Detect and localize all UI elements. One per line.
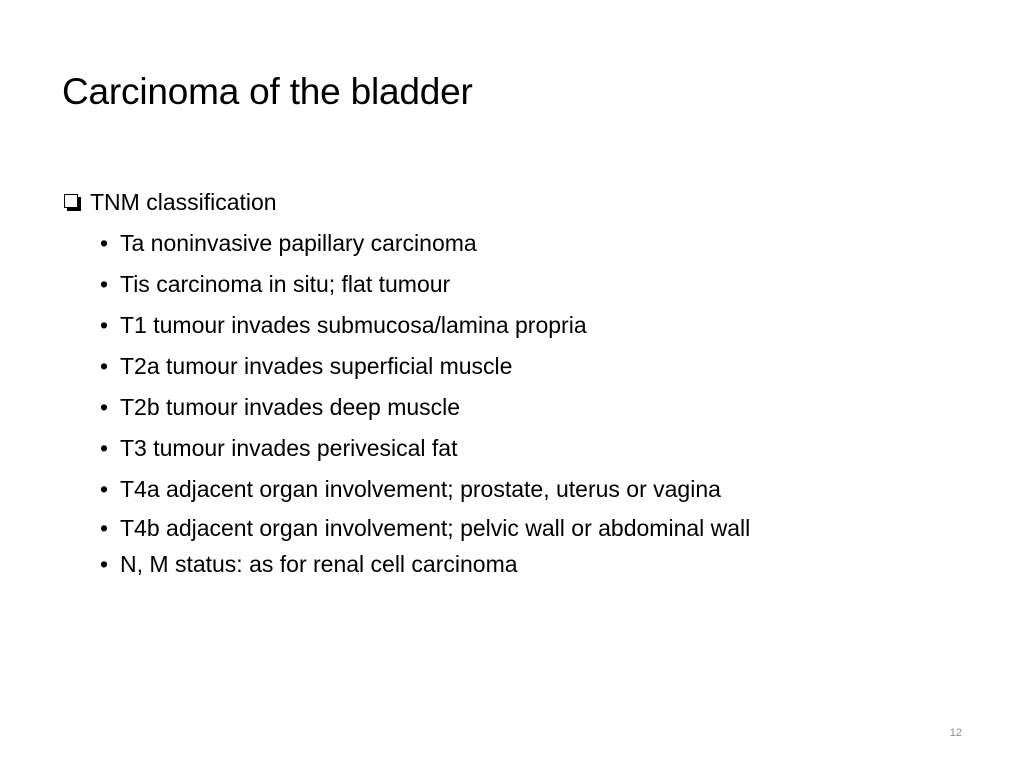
list-item-text: T4a adjacent organ involvement; prostate, uterus or vagina <box>120 476 721 502</box>
bullet-icon: • <box>100 353 109 379</box>
list-item <box>100 549 962 579</box>
checkbox-icon <box>64 194 80 210</box>
slide-title: Carcinoma of the bladder <box>62 71 473 112</box>
bullet-icon: • <box>100 476 109 502</box>
list-item <box>100 228 962 258</box>
section-heading-label: TNM classification <box>90 189 277 215</box>
list-item <box>100 392 962 422</box>
bullet-icon: • <box>100 394 109 420</box>
list-item <box>100 310 962 340</box>
bullet-icon: • <box>100 230 109 256</box>
list-item-text: N, M status: as for renal cell carcinoma <box>120 551 518 577</box>
list-item <box>100 474 962 504</box>
bullet-icon: • <box>100 312 109 338</box>
bullet-icon: • <box>100 435 109 461</box>
bullet-icon: • <box>100 515 109 541</box>
tnm-bullet-list <box>100 228 962 579</box>
slide-number: 12 <box>949 727 962 739</box>
list-item-text: T1 tumour invades submucosa/lamina propria <box>120 312 587 338</box>
list-item-text: T3 tumour invades perivesical fat <box>120 435 458 461</box>
tnm-section <box>62 187 962 579</box>
list-item <box>100 351 962 381</box>
list-item <box>100 513 962 543</box>
section-heading <box>62 187 962 217</box>
list-item <box>100 269 962 299</box>
list-item-text: T2a tumour invades superficial muscle <box>120 353 513 379</box>
list-item-text: Ta noninvasive papillary carcinoma <box>120 230 477 256</box>
list-item-text: T4b adjacent organ involvement; pelvic wall or abdominal wall <box>120 515 751 541</box>
list-item <box>100 433 962 463</box>
list-item-text: Tis carcinoma in situ; flat tumour <box>120 271 451 297</box>
bullet-icon: • <box>100 551 109 577</box>
list-item-text: T2b tumour invades deep muscle <box>120 394 461 420</box>
bullet-icon: • <box>100 271 109 297</box>
